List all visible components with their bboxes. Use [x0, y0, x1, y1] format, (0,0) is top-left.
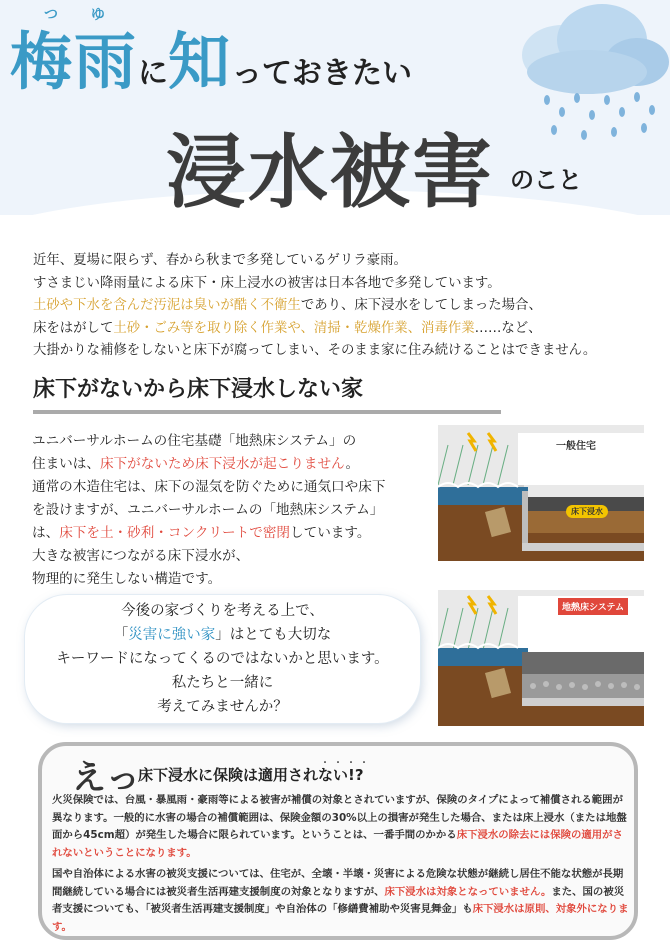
furigana: つ ゆ	[44, 7, 119, 23]
intro-line	[33, 318, 663, 341]
intro-text-span: 床をはがして	[33, 320, 114, 336]
diagram-badge: 床下浸水	[566, 505, 608, 518]
section-underline	[33, 410, 501, 414]
bubble-line: 私たちと一緒に	[171, 675, 274, 691]
diagram-geothermal-floor	[438, 590, 644, 726]
callout-text-span: 火災保険では、台風・暴風雨・豪雨等による被害が補償の対象とされていますが、保険のタイプによって補償される範囲が異なります。一般的に水害の場合の補償範囲は、保険金額の30%以上の損害が発生した場合、または床上浸水（または地盤面から45cm超）が発生した場合に限られています。ということは、一番手間のかかる	[52, 794, 627, 841]
bubble-text-span: 」はとても大切な	[215, 627, 332, 643]
diagram-label: 一般住宅	[556, 441, 596, 452]
intro-text-span: ……など、	[474, 320, 542, 336]
bubble-text-span: 「	[113, 627, 129, 643]
bubble-line: 今後の家づくりを考える上で、	[121, 603, 324, 619]
section-text-span: 住まいは、	[32, 456, 100, 472]
callout-dots: ・・・・	[320, 758, 372, 769]
section-line	[32, 453, 442, 476]
section-line	[32, 522, 442, 545]
bubble-line	[25, 623, 420, 647]
section-text-span: しています。	[290, 525, 371, 541]
diagram-standard-house	[438, 425, 644, 561]
intro-text-span: であり、床下浸水をしてしまった場合、	[300, 298, 542, 313]
intro-line	[33, 295, 663, 318]
callout-text-span: 国や自治体による水害の被災支援については、住宅が、全壊・半壊・災害による危険な状態が継続し居住不能な状態が長期間継続している場合には被災者生活再建支援制度の対象となりますが、	[52, 868, 624, 898]
diagram-label: 地熱床システム	[558, 598, 628, 615]
message-bubble	[25, 595, 420, 723]
headline-word-shiru: 知	[168, 25, 233, 98]
section-body	[32, 430, 442, 591]
intro-text	[33, 250, 663, 363]
section-heading: 床下がないから床下浸水しない家	[33, 377, 364, 402]
callout-highlight: 床下浸水は原則、対象外になります。	[52, 903, 629, 933]
intro-line: 近年、夏場に限らず、春から秋まで多発しているゲリラ豪雨。	[33, 253, 407, 268]
rain-cloud-icon	[502, 0, 670, 150]
section-line: を設けますが、ユニバーサルホームの「地熱床システム」	[32, 502, 384, 518]
page-title: 浸水被害	[166, 126, 494, 215]
intro-highlight: 土砂・ごみ等を取り除く作業や、清掃・乾燥作業、消毒作業	[113, 320, 475, 336]
headline-word-tsuyu: 梅雨	[10, 25, 139, 98]
headline-rest: っておきたい	[232, 56, 413, 91]
section-line: 物理的に発生しない構造です。	[32, 571, 222, 587]
section-line: ユニバーサルホームの住宅基礎「地熱床システム」の	[32, 433, 357, 449]
bubble-line: キーワードになってくるのではないかと思います。	[56, 651, 389, 667]
insurance-callout	[38, 742, 638, 940]
page-title-suffix: のこと	[510, 166, 582, 194]
callout-text-span: また、国の被災者支援についても、「被災者生活再建支援制度」や自治体の「修繕費補助や災害見舞金」も	[52, 885, 625, 915]
callout-paragraph-1	[52, 792, 632, 862]
section-text-span: 。	[345, 456, 360, 472]
callout-highlight: 床下浸水の除去には保険の適用がされないということになります。	[52, 829, 623, 859]
section-highlight: 床下を土・砂利・コンクリートで密閉	[59, 525, 291, 541]
intro-line: すさまじい降雨量による床下・床上浸水の被害は日本各地で多発しています。	[33, 275, 501, 291]
section-text-span: は、	[32, 525, 60, 541]
section-line: 大きな被害につながる床下浸水が、	[32, 548, 250, 564]
intro-highlight: 土砂や下水を含んだ汚泥は臭いが酷く不衛生	[33, 298, 301, 313]
callout-title: 床下浸水に保険は適用されない!?	[138, 766, 364, 784]
headline-particle-ni: に	[138, 56, 169, 91]
callout-paragraph-2	[52, 866, 632, 936]
bubble-highlight: 災害に強い家	[128, 627, 216, 643]
bubble-line: 考えてみませんか？	[157, 699, 288, 715]
headline-line1	[10, 12, 412, 101]
hero-header	[0, 0, 670, 215]
callout-exclamation: えっ	[72, 758, 140, 798]
section-highlight: 床下がないため床下浸水が起こりません	[99, 456, 346, 472]
callout-highlight: 床下浸水は対象となっていません。	[384, 885, 552, 898]
section-line: 通常の木造住宅は、床下の湿気を防ぐために通気口や床下	[32, 479, 386, 495]
intro-line: 大掛かりな補修をしないと床下が腐ってしまい、そのまま家に住み続けることはできません。	[33, 343, 597, 358]
